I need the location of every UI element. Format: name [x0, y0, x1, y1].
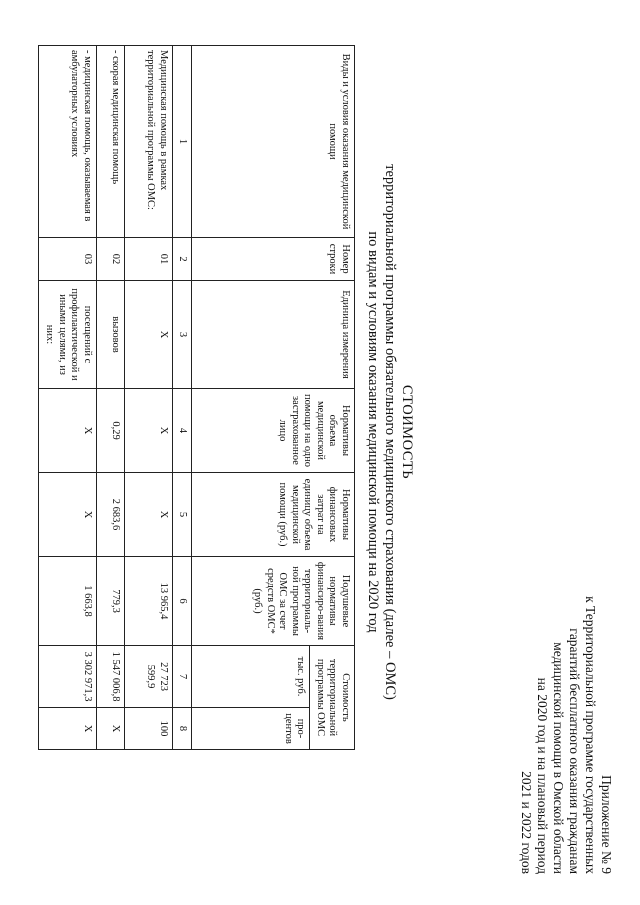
appendix-line: гарантий бесплатного оказания гражданам [567, 628, 582, 874]
title-line: по видам и условиям оказания медицинской помощи на 2020 год [365, 231, 381, 633]
row-volume: Х [125, 389, 173, 473]
header-row-number: Номер строки [192, 238, 355, 281]
row-percent: Х [97, 708, 125, 750]
column-number: 7 [173, 646, 193, 708]
header-kinds: Виды и условия оказания медицинской помощи [192, 46, 355, 238]
row-percent: Х [39, 708, 97, 750]
appendix-block [518, 596, 614, 874]
header-percent: про-центов [192, 708, 310, 750]
column-number: 5 [173, 473, 193, 557]
column-number: 4 [173, 389, 193, 473]
column-number: 1 [173, 46, 193, 238]
row-number: 01 [125, 238, 173, 281]
row-name: - медицинская помощь, оказываемая в амбулаторных условиях [39, 46, 97, 238]
column-number: 8 [173, 708, 193, 750]
title-line: территориальной программы обязательного медицинского страхования (далее – ОМС) [382, 164, 398, 700]
cost-table [38, 45, 355, 750]
table-row [39, 46, 97, 750]
appendix-line: медицинской помощи в Омской области [551, 642, 566, 874]
header-per-capita: Подушевые нормативы финансиро-вания территориаль-ной программы ОМС за счет средств ОМС* (руб.) [192, 557, 355, 646]
appendix-line: на 2020 год и на плановый период [535, 677, 550, 874]
row-number: 03 [39, 238, 97, 281]
header-volume: Нормативы объема медицинской помощи на одно застрахованное лицо [192, 389, 355, 473]
row-number: 02 [97, 238, 125, 281]
title-heading: СТОИМОСТЬ [399, 384, 415, 480]
appendix-line: Приложение № 9 [599, 775, 614, 874]
row-cost: Х [125, 473, 173, 557]
row-unit: посещений с профилактической и иными целями, из них: [39, 281, 97, 389]
document-page [20, 12, 620, 892]
header-unit: Единица измерения [192, 281, 355, 389]
header-thousand-rub: тыс. руб. [192, 646, 310, 708]
column-number: 3 [173, 281, 193, 389]
row-name: - скорая медицинская помощь [97, 46, 125, 238]
header-cost-group: Стоимость территориальной программы ОМС [310, 646, 355, 750]
column-number: 2 [173, 238, 193, 281]
row-cost: Х [39, 473, 97, 557]
document-title [364, 112, 415, 752]
row-thousand-rub: 1 547 006,8 [97, 646, 125, 708]
appendix-line: к Территориальной программе государственных [583, 596, 598, 874]
row-per-capita: 1 663,8 [39, 557, 97, 646]
row-name: Медицинская помощь в рамках территориальной программы ОМС: [125, 46, 173, 238]
row-thousand-rub: 3 302 971,3 [39, 646, 97, 708]
column-number-row [173, 46, 193, 750]
row-cost: 2 683,6 [97, 473, 125, 557]
row-percent: 100 [125, 708, 173, 750]
row-per-capita: 779,3 [97, 557, 125, 646]
header-cost: Нормативы финансовых затрат на единицу объема медицинской помощи (руб.) [192, 473, 355, 557]
column-number: 6 [173, 557, 193, 646]
row-volume: 0,29 [97, 389, 125, 473]
row-unit: Х [125, 281, 173, 389]
table-row [125, 46, 173, 750]
row-unit: вызовов [97, 281, 125, 389]
row-per-capita: 13 965,4 [125, 557, 173, 646]
row-thousand-rub: 27 723 599,9 [125, 646, 173, 708]
appendix-line: 2021 и 2022 годов [519, 771, 534, 874]
table-row [97, 46, 125, 750]
row-volume: Х [39, 389, 97, 473]
